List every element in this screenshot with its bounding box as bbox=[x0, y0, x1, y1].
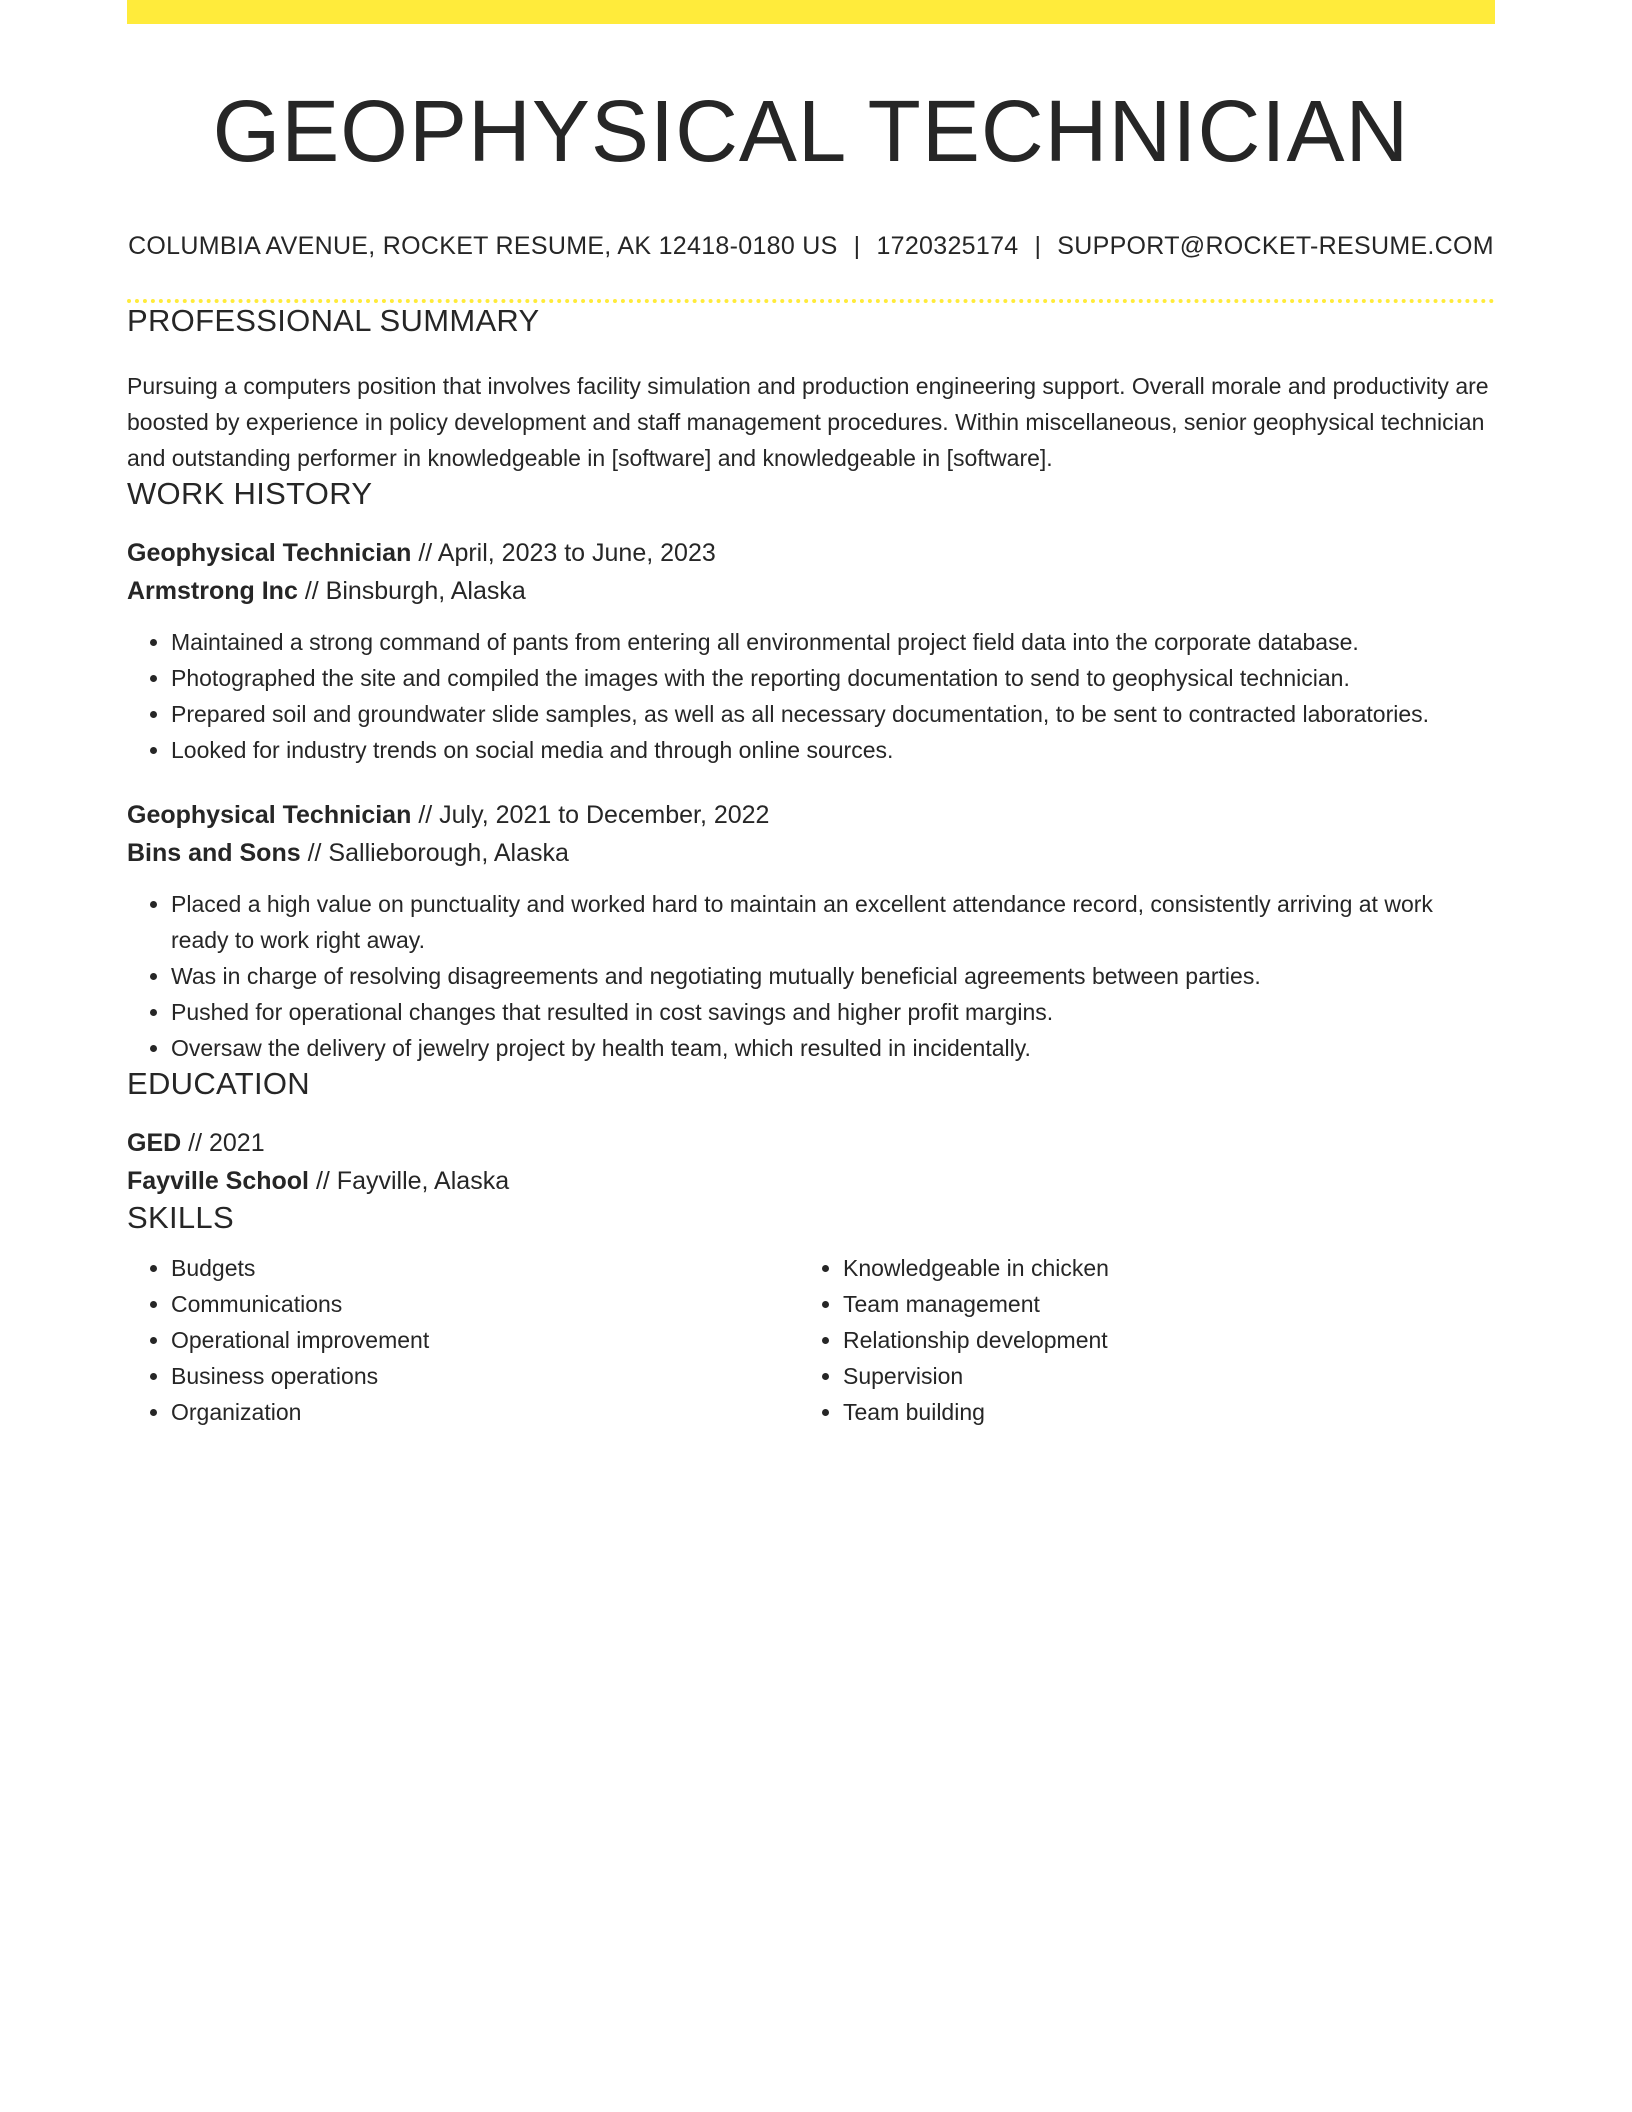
skills-list bbox=[799, 1250, 1471, 1430]
contact-separator: | bbox=[853, 232, 861, 261]
job-bullet: • Prepared soil and groundwater slide samples, as well as all necessary documentation, to be sent to contracted laboratories. bbox=[171, 696, 1495, 732]
skills-heading: SKILLS bbox=[127, 1200, 234, 1236]
job-company: Bins and Sons bbox=[127, 839, 301, 868]
education-entry bbox=[127, 1124, 1495, 1200]
skills-list bbox=[127, 1250, 799, 1430]
resume-page bbox=[127, 0, 1495, 1430]
skill-item: • Budgets bbox=[171, 1250, 799, 1286]
skill-item: • Relationship development bbox=[843, 1322, 1471, 1358]
skill-item: • Team building bbox=[843, 1394, 1471, 1430]
education-heading: EDUCATION bbox=[127, 1066, 310, 1102]
job-bullet: • Pushed for operational changes that resulted in cost savings and higher profit margins. bbox=[171, 994, 1495, 1030]
skill-item: • Business operations bbox=[171, 1358, 799, 1394]
contact-address: COLUMBIA AVENUE, ROCKET RESUME, AK 12418-0180 US bbox=[128, 232, 838, 261]
contact-phone: 1720325174 bbox=[876, 232, 1019, 261]
accent-top-bar bbox=[127, 0, 1495, 24]
skill-item: • Communications bbox=[171, 1286, 799, 1322]
skills-column-left bbox=[127, 1250, 799, 1430]
job-location: // Binsburgh, Alaska bbox=[304, 577, 526, 606]
skills-column-right bbox=[799, 1250, 1471, 1430]
summary-text: Pursuing a computers position that involves facility simulation and production engineering support. Overall morale and productivity are boosted by experience in policy development and staff management procedures. Within miscellaneous, senior geophysical technician and outstanding performer in knowledgeable in [software] and knowledgeable in [software]. bbox=[127, 373, 1489, 472]
skill-item: • Organization bbox=[171, 1394, 799, 1430]
job-entry bbox=[127, 534, 1495, 768]
summary-heading: PROFESSIONAL SUMMARY bbox=[127, 303, 540, 339]
job-bullet: • Maintained a strong command of pants from entering all environmental project field data into the corporate database. bbox=[171, 624, 1495, 660]
resume-name: GEOPHYSICAL TECHNICIAN bbox=[212, 83, 1410, 180]
job-role: Geophysical Technician bbox=[127, 539, 412, 568]
job-bullet: • Was in charge of resolving disagreements and negotiating mutually beneficial agreements between parties. bbox=[171, 958, 1495, 994]
job-company-line bbox=[127, 834, 1495, 872]
job-bullet: • Oversaw the delivery of jewelry project by health team, which resulted in incidentally. bbox=[171, 1030, 1495, 1066]
job-entry bbox=[127, 796, 1495, 1066]
job-bullets bbox=[127, 886, 1495, 1066]
job-role: Geophysical Technician bbox=[127, 801, 412, 830]
job-bullet: • Placed a high value on punctuality and worked hard to maintain an excellent attendance record, consistently arriving at work ready to work right away. bbox=[171, 886, 1495, 958]
contact-line bbox=[127, 232, 1495, 261]
job-bullet: • Photographed the site and compiled the images with the reporting documentation to send to geophysical technician. bbox=[171, 660, 1495, 696]
job-company-line bbox=[127, 572, 1495, 610]
education-school-line bbox=[127, 1162, 1495, 1200]
work-history-heading: WORK HISTORY bbox=[127, 476, 373, 512]
skill-item: • Team management bbox=[843, 1286, 1471, 1322]
education-school: Fayville School bbox=[127, 1167, 310, 1196]
job-location: // Sallieborough, Alaska bbox=[307, 839, 569, 868]
job-dates: // July, 2021 to December, 2022 bbox=[418, 801, 770, 830]
contact-email: SUPPORT@ROCKET-RESUME.COM bbox=[1057, 232, 1494, 261]
job-role-line bbox=[127, 534, 1495, 572]
skills-grid bbox=[127, 1250, 1495, 1430]
skill-item: • Knowledgeable in chicken bbox=[843, 1250, 1471, 1286]
job-dates: // April, 2023 to June, 2023 bbox=[418, 539, 716, 568]
job-bullet: • Looked for industry trends on social media and through online sources. bbox=[171, 732, 1495, 768]
education-location: // Fayville, Alaska bbox=[315, 1167, 510, 1196]
contact-separator: | bbox=[1034, 232, 1042, 261]
education-degree-line bbox=[127, 1124, 1495, 1162]
job-company: Armstrong Inc bbox=[127, 577, 298, 606]
skill-item: • Operational improvement bbox=[171, 1322, 799, 1358]
job-role-line bbox=[127, 796, 1495, 834]
education-year: // 2021 bbox=[188, 1129, 265, 1158]
skill-item: • Supervision bbox=[843, 1358, 1471, 1394]
job-bullets bbox=[127, 624, 1495, 768]
education-degree: GED bbox=[127, 1129, 182, 1158]
